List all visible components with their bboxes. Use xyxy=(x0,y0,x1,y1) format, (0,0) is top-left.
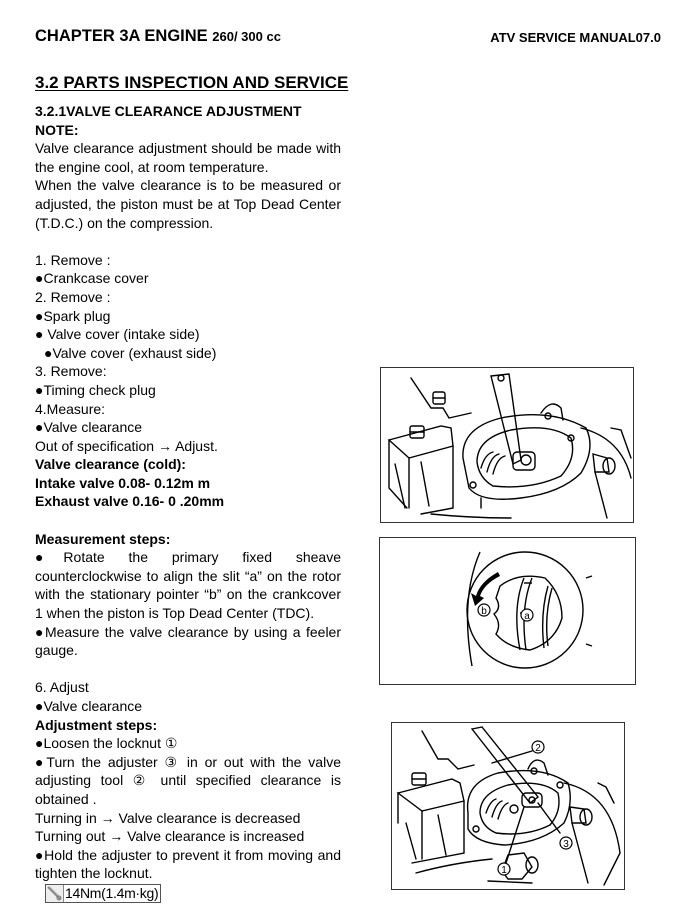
step-2-item: ● Valve cover (intake side) xyxy=(35,326,200,343)
subsection-title: 3.2.1VALVE CLEARANCE ADJUSTMENT xyxy=(35,103,302,119)
torque-spec xyxy=(45,884,161,903)
exhaust-spec: Exhaust valve 0.16- 0 .20mm xyxy=(35,493,225,510)
spacer xyxy=(35,232,341,251)
note-paragraph-2: When the valve clearance is to be measured or adjusted, the piston must be at Top Dead Center (T.D.C.) on the compression. xyxy=(35,177,341,231)
step-1: 1. Remove : xyxy=(35,251,111,268)
step-2: 2. Remove : xyxy=(35,288,111,305)
step-1-item: ●Crankcase cover xyxy=(35,270,149,287)
spacer xyxy=(35,660,341,679)
measurement-step-1: counterclockwise to align the slit “a” on the rotor with the stationary pointer “b” on the crankcover 1 when the piston is Top Dead Center (TDC). xyxy=(35,567,341,622)
step-6: 6. Adjust xyxy=(35,679,89,696)
spacer xyxy=(35,511,341,530)
label-3: 3 xyxy=(563,839,569,850)
step-4: 4.Measure: xyxy=(35,400,106,417)
chapter-title: CHAPTER 3A ENGINE xyxy=(35,27,208,45)
label-2: 2 xyxy=(535,743,541,754)
adjustment-label: Adjustment steps: xyxy=(35,716,158,733)
timing-mark-illustration xyxy=(380,538,635,684)
figure-valve-adjust xyxy=(391,722,625,890)
displacement: 260/ 300 cc xyxy=(212,29,281,44)
step-4-item: ●Valve clearance xyxy=(35,419,143,436)
chapter-header xyxy=(35,27,281,46)
measurement-label: Measurement steps: xyxy=(35,530,171,547)
out-of-spec: Out of specification → Adjust. xyxy=(35,437,218,454)
step-6-item: ●Valve clearance xyxy=(35,698,143,714)
step-2-item: ●Spark plug xyxy=(35,307,111,324)
measurement-step-2: ●Measure the valve clearance by using a feeler gauge. xyxy=(35,623,341,659)
spec-label: Valve clearance (cold): xyxy=(35,456,186,473)
intake-spec: Intake valve 0.08- 0.12m m xyxy=(35,474,211,491)
measurement-step-1-first-line: ●Rotate the primary fixed sheave xyxy=(35,549,341,566)
label-b: b xyxy=(481,606,487,617)
turning-in: Turning in → Valve clearance is decreased xyxy=(35,809,301,826)
step-3: 3. Remove: xyxy=(35,363,107,380)
adjustment-step-3: ●Hold the adjuster to prevent it from moving and tighten the locknut. xyxy=(35,846,341,882)
step-2-item: ●Valve cover (exhaust side) xyxy=(44,344,217,361)
note-paragraph-1: Valve clearance adjustment should be made with the engine cool, at room temperature. xyxy=(35,140,341,175)
label-a: a xyxy=(524,611,530,622)
turning-out: Turning out → Valve clearance is increased xyxy=(35,828,305,845)
manual-title: ATV SERVICE MANUAL07.0 xyxy=(490,30,661,45)
torque-wrench-icon xyxy=(46,885,64,902)
valve-measure-illustration xyxy=(381,368,633,522)
figure-valve-measure xyxy=(380,367,634,523)
valve-adjust-illustration xyxy=(392,723,624,889)
adjustment-step-2: ●Turn the adjuster ③ in or out with the valve adjusting tool ② until specified clearance is obtained . xyxy=(35,753,341,807)
figure-timing-mark xyxy=(379,537,636,685)
text-column xyxy=(35,102,341,907)
note-label: NOTE: xyxy=(35,121,79,138)
adjustment-step-1: ●Loosen the locknut ① xyxy=(35,735,178,752)
label-1: 1 xyxy=(501,865,507,876)
torque-value: 14Nm(1.4m·kg) xyxy=(65,884,159,901)
section-title: 3.2 PARTS INSPECTION AND SERVICE xyxy=(35,73,349,92)
step-3-item: ●Timing check plug xyxy=(35,381,156,398)
